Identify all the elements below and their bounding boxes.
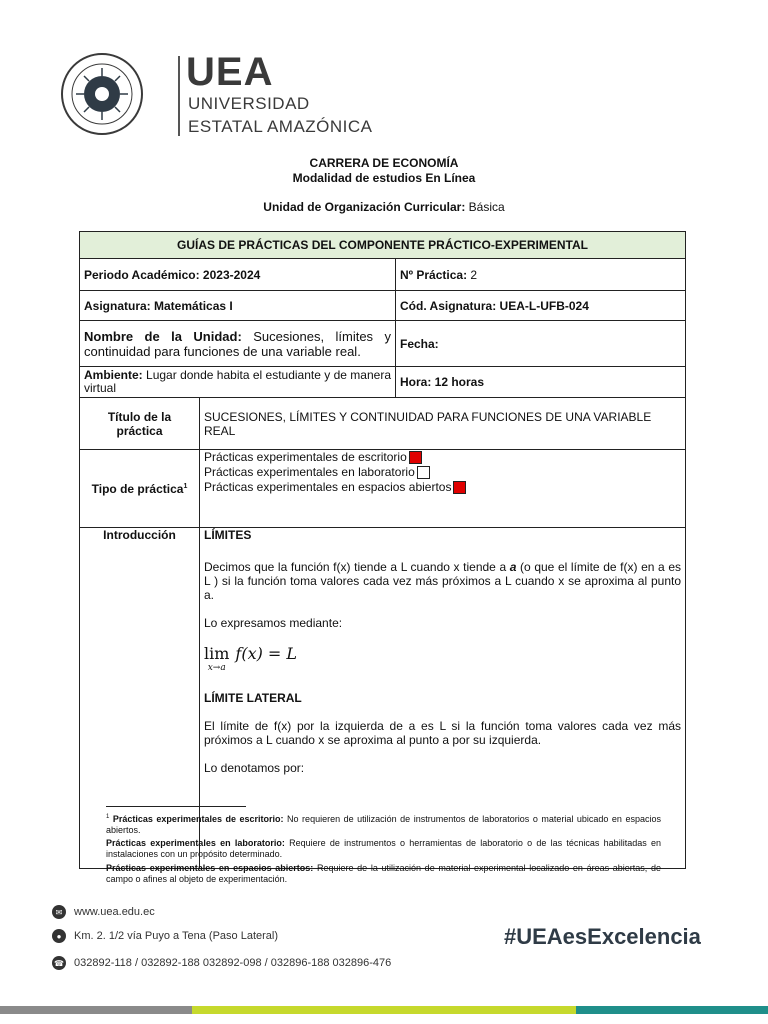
hours: Hora: 12 horas: [396, 367, 686, 398]
brand-line-universidad: UNIVERSIDAD: [188, 94, 310, 113]
footer-bar-gray: [0, 1006, 192, 1014]
subject: Asignatura: Matemáticas I: [80, 291, 396, 321]
footer-website[interactable]: [52, 905, 155, 919]
footer-hashtag: #UEAesExcelencia: [504, 924, 701, 949]
curricular-unit: [0, 200, 768, 214]
practice-type-open-checkbox[interactable]: [453, 481, 466, 494]
academic-period: Periodo Académico: 2023-2024: [80, 259, 396, 291]
practice-type-desk-checkbox[interactable]: [409, 451, 422, 464]
footer-phones: [52, 956, 391, 970]
practice-type-lab: [204, 465, 681, 480]
limit-subscript: x→a: [207, 663, 226, 673]
footnote-2-text: Requiere de instrumentos o herramientas de laboratorio o de las técnicas habilitadas en instalaciones con un propósito determinado.: [106, 838, 661, 859]
practice-number-value: 2: [470, 267, 478, 282]
university-seal: [60, 48, 166, 140]
environment: [80, 367, 396, 398]
limit-formula: [204, 644, 681, 673]
practice-title-label: Título de la práctica: [80, 398, 200, 450]
practice-type-options: [200, 450, 686, 528]
curricular-unit-label: Unidad de Organización Curricular:: [263, 200, 466, 214]
footnote-2-label: Prácticas experimentales en laboratorio:: [106, 838, 285, 848]
practice-type-desk: [204, 450, 681, 465]
subject-code: Cód. Asignatura: UEA-L-UFB-024: [396, 291, 686, 321]
practice-title-value: SUCESIONES, LÍMITES Y CONTINUIDAD PARA FUNCIONES DE UNA VARIABLE REAL: [200, 398, 686, 450]
footer-bar-lime: [192, 1006, 576, 1014]
limit-lim: lim: [204, 644, 230, 663]
footnote-2: [106, 838, 661, 860]
introduction-label: Introducción: [80, 528, 200, 869]
intro-p1-var: a: [509, 560, 517, 574]
practice-type-label-cell: [80, 450, 200, 528]
footer-bar-teal: [576, 1006, 768, 1014]
footnote-3-text: Requiere de la utilización de material experimental localizado en áreas abiertas, de campo o afines al objeto de experimentación.: [106, 863, 661, 884]
practice-type-lab-label: Prácticas experimentales en laboratorio: [204, 465, 415, 479]
curricular-unit-value: Básica: [468, 200, 505, 214]
environment-value: Lugar donde habita el estudiante y de manera virtual: [84, 368, 391, 395]
unit-name-value: Sucesiones, límites y continuidad para funciones de una variable real.: [84, 328, 391, 359]
practice-number-label: Nº Práctica:: [400, 267, 468, 282]
footnote-3: [106, 863, 661, 885]
footer-website-text: www.uea.edu.ec: [74, 906, 155, 918]
location-pin-icon: ●: [52, 929, 66, 943]
brand-uea: UEA: [186, 50, 274, 94]
unit-name: [80, 321, 396, 367]
footnote-1-text: No requieren de utilización de instrumentos de laboratorios o material ubicado en espacios abiertos.: [106, 814, 661, 835]
logo-divider: [178, 56, 180, 136]
modality-heading: Modalidad de estudios En Línea: [292, 171, 476, 185]
practice-type-lab-checkbox[interactable]: [417, 466, 430, 479]
practice-number: [396, 259, 686, 291]
limit-operator: [204, 644, 229, 673]
practice-type-footnote-ref: 1: [183, 482, 188, 490]
environment-label: Ambiente:: [84, 368, 143, 382]
table-title: GUÍAS DE PRÁCTICAS DEL COMPONENTE PRÁCTICO-EXPERIMENTAL: [80, 232, 686, 259]
intro-paragraph-2: Lo expresamos mediante:: [204, 616, 343, 630]
footnote-1-label: Prácticas experimentales de escritorio:: [112, 814, 284, 824]
brand-line-estatal: ESTATAL AMAZÓNICA: [188, 117, 373, 136]
intro-paragraph-4: Lo denotamos por:: [204, 761, 305, 775]
career-heading: CARRERA DE ECONOMÍA: [309, 156, 459, 170]
footnote-rule: [106, 806, 246, 807]
intro-heading-limits: LÍMITES: [204, 528, 252, 542]
date-label: Fecha:: [396, 321, 686, 367]
intro-heading-lateral: LÍMITE LATERAL: [204, 691, 302, 705]
footer-address: [52, 929, 278, 943]
limit-expression: f(x) = L: [235, 644, 298, 663]
footer-phones-text: 032892-118 / 032892-188 032892-098 / 032896-188 032896-476: [74, 957, 392, 969]
intro-paragraph-1: [204, 560, 681, 602]
footnote-1-sup: 1: [106, 814, 110, 820]
practice-type-open-label: Prácticas experimentales en espacios abiertos: [204, 480, 452, 494]
footer-address-text: Km. 2. 1/2 vía Puyo a Tena (Paso Lateral): [74, 930, 279, 942]
intro-paragraph-3: El límite de f(x) por la izquierda de a es L si la función toma valores cada vez más próximos a L cuando x se aproxima al punto a por su izquierda.: [204, 719, 682, 747]
intro-p1-text-b: (o que el límite de f(x) en a es L ) si la función toma valores cada vez más próximos a L cuando x se aproxima al punto a.: [204, 560, 682, 602]
footnote-1: [106, 812, 661, 836]
footnote-3-label: Prácticas experimentales en espacios abiertos:: [106, 863, 314, 873]
practice-type-open: [204, 480, 681, 495]
intro-p1-text-a: Decimos que la función f(x) tiende a L cuando x tiende a: [204, 560, 510, 574]
practice-guide-table: [79, 231, 686, 869]
mail-icon: ✉: [52, 905, 66, 919]
practice-type-desk-label: Prácticas experimentales de escritorio: [204, 450, 407, 464]
phone-icon: ☎: [52, 956, 66, 970]
practice-type-label: Tipo de práctica: [91, 481, 184, 496]
unit-name-label: Nombre de la Unidad:: [84, 328, 242, 344]
